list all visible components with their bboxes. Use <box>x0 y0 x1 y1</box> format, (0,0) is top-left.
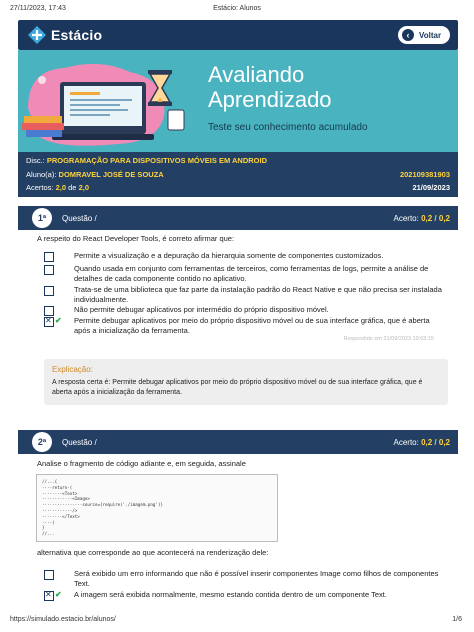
question-score: Acerto: 0,2 / 0,2 <box>393 438 450 447</box>
question-2-option-a[interactable] <box>44 569 444 589</box>
explanation-title: Explicação: <box>52 365 93 374</box>
answered-timestamp: Respondido em 21/09/2023 19:03:15 <box>343 336 434 342</box>
code-line: ····) <box>42 519 55 525</box>
question-label: Questão / <box>62 438 97 447</box>
banner-subtitle: Teste seu conhecimento acumulado <box>208 122 368 133</box>
brand-name: Estácio <box>51 27 103 43</box>
option-checkbox[interactable] <box>44 286 54 296</box>
student-id: 202109381903 <box>399 170 450 179</box>
question-1-option-b[interactable] <box>44 264 444 284</box>
top-bar <box>18 20 458 50</box>
question-1-prompt: A respeito do React Developer Tools, é correto afirmar que: <box>37 234 235 243</box>
option-checkbox-selected[interactable] <box>44 317 54 327</box>
code-line: ············/> <box>42 507 78 513</box>
option-text: Será exibido um erro informando que não é possível inserir componentes Image como filhos de componentes Text. <box>74 569 439 588</box>
question-1-option-e[interactable] <box>44 316 444 336</box>
question-label: Questão / <box>62 214 97 223</box>
code-line: ················source={require('./imagem.png')} <box>42 502 164 508</box>
option-checkbox[interactable] <box>44 306 54 316</box>
print-footer <box>0 614 474 632</box>
option-checkbox[interactable] <box>44 265 54 275</box>
hits-value: 2,0 <box>55 183 67 192</box>
code-line: //...{ <box>42 479 58 484</box>
print-header <box>0 0 474 18</box>
exam-info-panel <box>18 152 458 197</box>
hits-row <box>26 183 450 195</box>
question-2-prompt: Analise o fragmento de código adiante e, em seguida, assinale <box>37 459 246 468</box>
back-button-label: Voltar <box>419 30 442 40</box>
hits-total: 2,0 <box>78 183 90 192</box>
question-1-option-d[interactable] <box>44 305 444 315</box>
code-line: ····return·( <box>42 484 73 490</box>
discipline-value: PROGRAMAÇÃO PARA DISPOSITIVOS MÓVEIS EM ANDROID <box>46 156 267 165</box>
option-text: Não permite debugar aplicativos por intermédio do próprio dispositivo móvel. <box>74 305 329 314</box>
student-label: Aluno(a): <box>26 170 57 179</box>
code-snippet <box>42 479 163 537</box>
brand-logo[interactable] <box>28 26 102 44</box>
question-number-badge: 1ª <box>32 208 52 228</box>
banner-title-line1: Avaliando <box>208 62 305 87</box>
correct-check-icon: ✔ <box>55 316 62 325</box>
question-1-option-a[interactable] <box>44 251 444 261</box>
option-text: Permite a visualização e a depuração da hierarquia somente de componentes customizados. <box>74 251 384 260</box>
question-2-option-b[interactable] <box>44 590 444 600</box>
discipline-row <box>26 156 450 168</box>
code-line: //... <box>42 531 55 537</box>
option-checkbox[interactable] <box>44 252 54 262</box>
print-doc-title: Estácio: Alunos <box>213 5 261 12</box>
print-page-number: 1/6 <box>452 616 462 623</box>
hits-of: de <box>68 183 77 192</box>
hero-banner <box>18 50 458 152</box>
explanation-box <box>44 359 448 405</box>
study-illustration <box>18 50 198 152</box>
option-text: Permite debugar aplicativos por meio do próprio dispositivo móvel ou de sua interface gráfica, que é aberta após a inicialização da ferramenta. <box>74 316 430 335</box>
print-url: https://simulado.estacio.br/alunos/ <box>10 616 116 623</box>
code-line: } <box>42 525 45 531</box>
code-snippet-image <box>36 474 278 542</box>
option-text: Quando usada em conjunto com ferramentas de terceiros, como ferramentas de logs, permite a análise de detalhes de cada componente contido no aplicativo. <box>74 264 429 283</box>
option-checkbox[interactable] <box>44 570 54 580</box>
student-name: DOMRAVEL JOSÉ DE SOUZA <box>58 170 164 179</box>
back-button[interactable] <box>398 26 450 44</box>
banner-title-line2: Aprendizado <box>208 87 332 112</box>
option-text: Trata-se de uma biblioteca que faz parte da instalação padrão do React Native e que não precisa ser instalada individualmente. <box>74 285 442 304</box>
question-number-badge: 2ª <box>32 432 52 452</box>
option-checkbox-selected[interactable] <box>44 591 54 601</box>
print-datetime: 27/11/2023, 17:43 <box>10 5 66 12</box>
discipline-label: Disc.: <box>26 156 45 165</box>
chevron-left-icon: ‹ <box>402 29 414 41</box>
estacio-logo-icon <box>28 26 46 44</box>
code-line: ········<Text> <box>42 490 78 496</box>
banner-title <box>208 62 332 112</box>
question-2-prompt-continued: alternativa que corresponde ao que acontecerá na renderização dele: <box>37 548 269 557</box>
explanation-text: A resposta certa é: Permite debugar aplicativos por meio do próprio dispositivo móvel ou de sua interface gráfica, que é aberta após a inicialização da ferramenta. <box>52 379 423 396</box>
correct-check-icon: ✔ <box>55 590 62 599</box>
code-line: ········</Text> <box>42 513 80 519</box>
exam-date: 21/09/2023 <box>412 183 450 192</box>
student-row <box>26 170 450 182</box>
question-score: Acerto: 0,2 / 0,2 <box>393 214 450 223</box>
question-header-2 <box>18 430 458 454</box>
hits-label: Acertos: <box>26 183 54 192</box>
option-text: A imagem será exibida normalmente, mesmo estando contida dentro de um componente Text. <box>74 590 387 599</box>
question-header-1 <box>18 206 458 230</box>
code-line: ············<Image> <box>42 496 90 502</box>
question-1-option-c[interactable] <box>44 285 444 305</box>
